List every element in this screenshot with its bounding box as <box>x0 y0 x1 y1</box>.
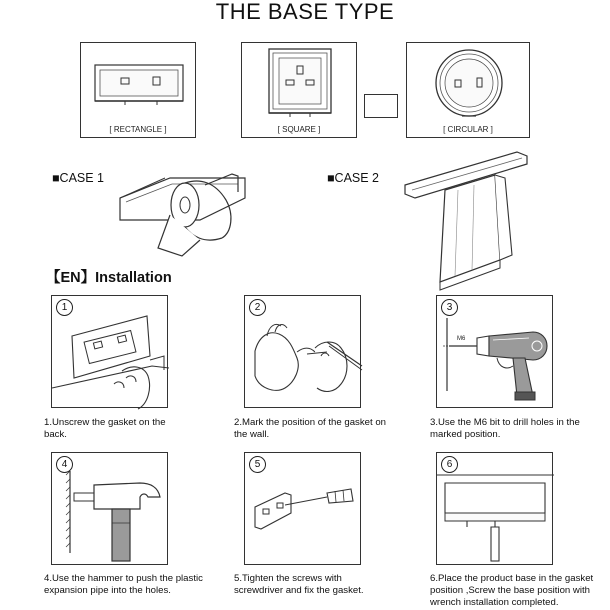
installation-heading: 【EN】Installation <box>46 270 172 286</box>
base-label-circular: [ CIRCULAR ] <box>443 125 493 134</box>
step-2-number: 2 <box>249 299 266 316</box>
step-4-number: 4 <box>56 456 73 473</box>
case-2-label: ■CASE 2 <box>327 171 380 185</box>
step-3-number: 3 <box>441 299 458 316</box>
base-label-square: [ SQUARE ] <box>277 125 321 134</box>
step-2-panel <box>244 295 361 408</box>
step-1-panel <box>51 295 168 408</box>
case-1-label: ■CASE 1 <box>52 171 105 185</box>
step-5-panel <box>244 452 361 565</box>
base-type-square <box>241 42 357 138</box>
base-type-circular <box>406 42 530 138</box>
step-5-caption: 5.Tighten the screws with screwdriver and fix the gasket. <box>234 573 364 596</box>
mark-position-illustration <box>245 296 362 409</box>
wrench-illustration <box>437 453 554 566</box>
drill-bit-label: M6 <box>457 336 466 342</box>
step-4-panel <box>51 452 168 565</box>
drill-illustration <box>437 296 554 409</box>
step-6-caption: 6.Place the product base in the gasket position ,Screw the base position with wrench installation completed. <box>430 573 594 608</box>
step-1-number: 1 <box>56 299 73 316</box>
step-3-caption: 3.Use the M6 bit to drill holes in the marked position. <box>430 417 580 440</box>
step-6-panel <box>436 452 553 565</box>
step-1-caption: 1.Unscrew the gasket on the back. <box>44 417 166 440</box>
screwdriver-illustration <box>245 453 362 566</box>
step-6-number: 6 <box>441 456 458 473</box>
step-4-caption: 4.Use the hammer to push the plastic expansion pipe into the holes. <box>44 573 203 596</box>
connector-box <box>364 94 398 118</box>
step-5-number: 5 <box>249 456 266 473</box>
base-type-rectangle <box>80 42 196 138</box>
step-3-panel <box>436 295 553 408</box>
unscrew-gasket-illustration <box>52 296 169 409</box>
hammer-illustration <box>52 453 169 566</box>
step-2-caption: 2.Mark the position of the gasket on the wall. <box>234 417 386 440</box>
base-label-rectangle: [ RECTANGLE ] <box>109 125 167 134</box>
page-title: THE BASE TYPE <box>215 0 395 24</box>
